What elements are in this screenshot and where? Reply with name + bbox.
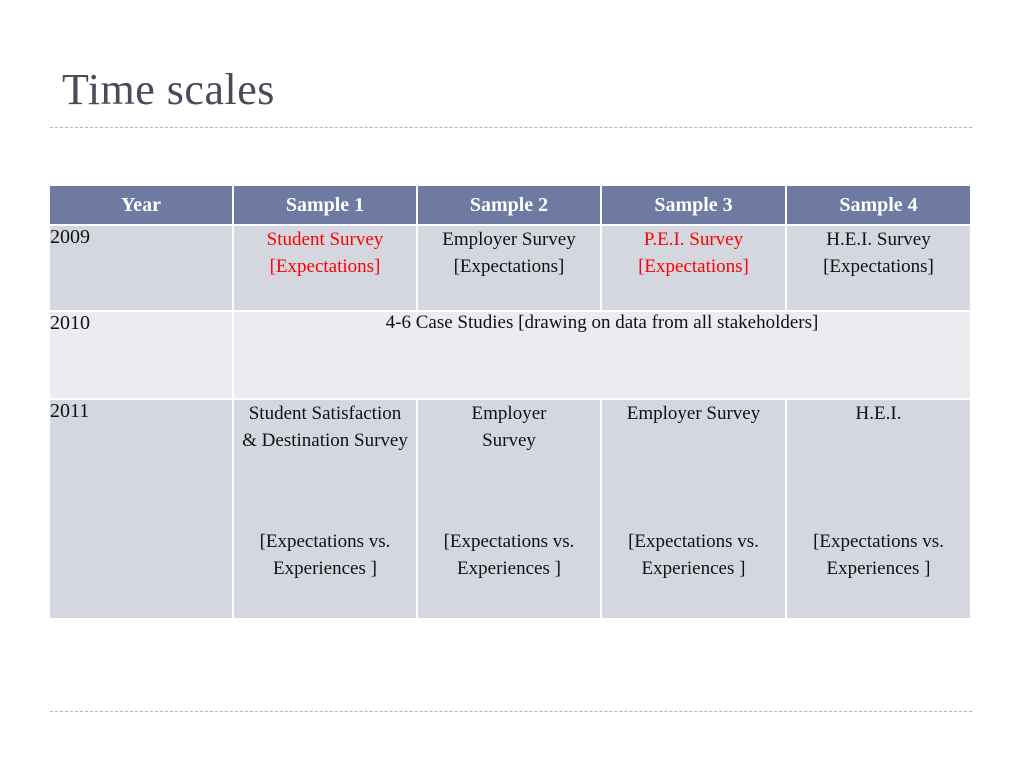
- cell-title: Employer Survey: [626, 403, 761, 424]
- cell-line: H.E.I. Survey: [826, 229, 931, 250]
- cell-line: [Expectations]: [823, 256, 934, 277]
- cell-line: [Expectations]: [453, 256, 565, 277]
- year-cell: 2011: [49, 399, 233, 619]
- header-sample-4: Sample 4: [786, 185, 971, 225]
- cell-2011-sample-3: [601, 399, 786, 619]
- cell-note: [418, 528, 600, 610]
- cell-2011-sample-1: [233, 399, 417, 619]
- cell-title: Employer Survey: [471, 403, 547, 451]
- top-divider: [50, 127, 972, 128]
- header-sample-2: Sample 2: [417, 185, 601, 225]
- cell-2009-sample-4: [786, 225, 971, 311]
- table-row-2011: [49, 399, 971, 619]
- cell-note: [787, 528, 970, 610]
- note-line: [Expectations vs.: [813, 531, 944, 552]
- bottom-divider: [50, 711, 972, 712]
- cell-line: [Expectations]: [269, 256, 381, 277]
- cell-2009-sample-1: [233, 225, 417, 311]
- cell-line: [Expectations]: [638, 256, 749, 277]
- slide-title: Time scales: [62, 65, 275, 114]
- cell-title: Student Satisfaction & Destination Survey: [242, 403, 408, 451]
- note-line: Experiences ]: [273, 558, 377, 579]
- header-year: Year: [49, 185, 233, 225]
- year-cell: 2010: [49, 311, 233, 399]
- header-sample-1: Sample 1: [233, 185, 417, 225]
- note-line: Experiences ]: [826, 558, 931, 579]
- cell-2009-sample-3: [601, 225, 786, 311]
- note-line: Experiences ]: [641, 558, 746, 579]
- note-line: [Expectations vs.: [259, 531, 391, 552]
- case-studies-cell: 4-6 Case Studies [drawing on data from all stakeholders]: [233, 311, 971, 399]
- note-line: Experiences ]: [457, 558, 561, 579]
- year-cell: 2009: [49, 225, 233, 311]
- table-row-2009: [49, 225, 971, 311]
- note-line: [Expectations vs.: [628, 531, 759, 552]
- cell-title: H.E.I.: [855, 403, 902, 424]
- table-row-2010: [49, 311, 971, 399]
- cell-2011-sample-2: [417, 399, 601, 619]
- header-sample-3: Sample 3: [601, 185, 786, 225]
- time-scales-table: [48, 184, 972, 620]
- cell-2011-sample-4: [786, 399, 971, 619]
- cell-line: P.E.I. Survey: [643, 229, 744, 250]
- header-row: [49, 185, 971, 225]
- cell-line: Student Survey: [266, 229, 384, 250]
- cell-note: [234, 528, 416, 610]
- cell-note: [602, 528, 785, 610]
- note-line: [Expectations vs.: [443, 531, 575, 552]
- cell-line: Employer Survey: [442, 229, 576, 250]
- cell-2009-sample-2: [417, 225, 601, 311]
